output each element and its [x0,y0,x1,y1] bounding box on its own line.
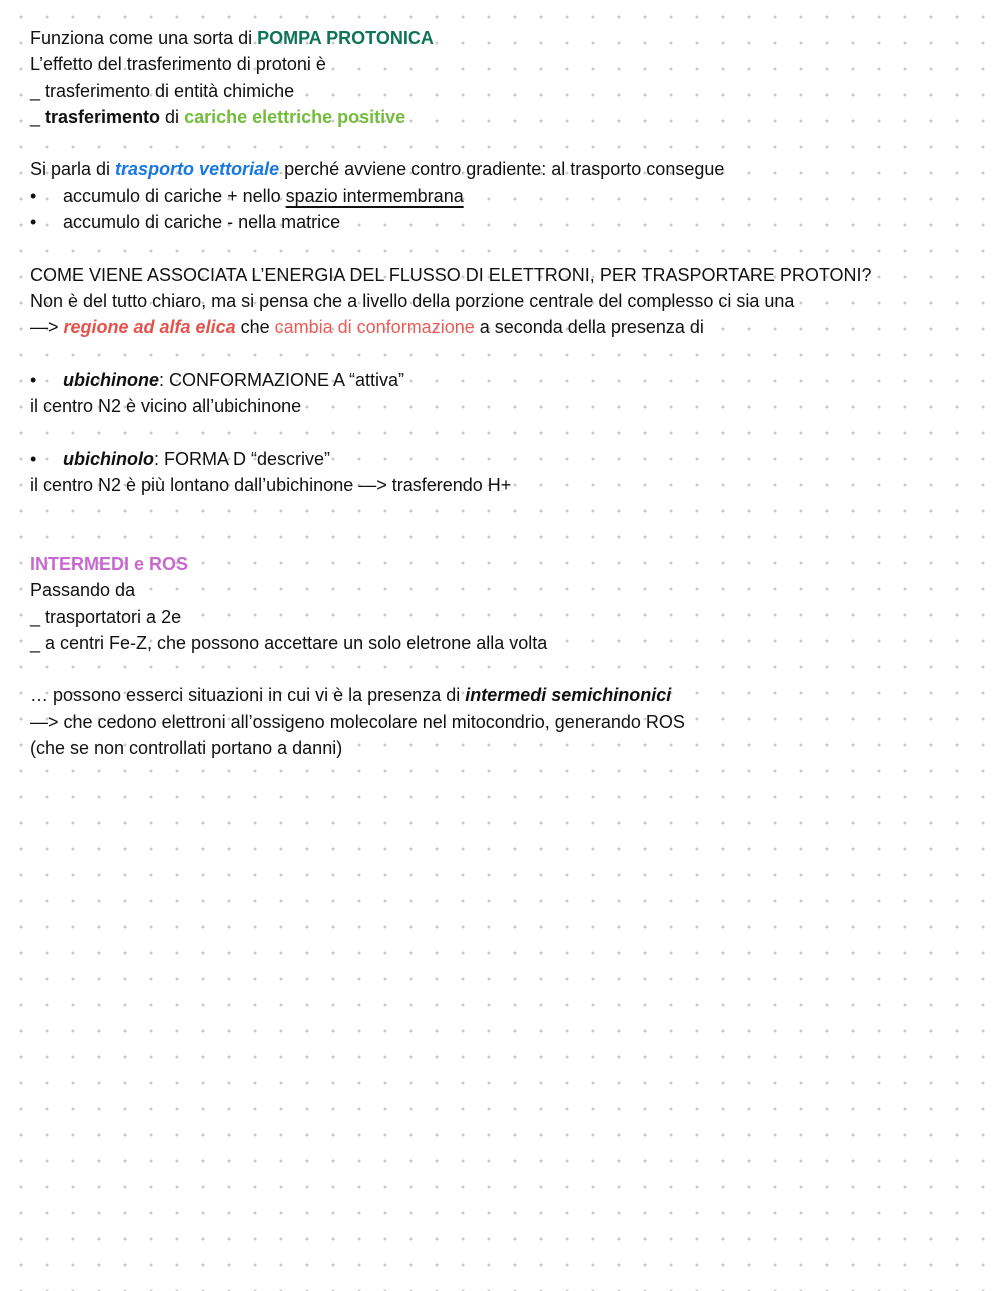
spacer [30,341,980,367]
line-entita-chimiche: _ trasferimento di entità chimiche [30,80,295,101]
text: accumulo di cariche - nella matrice [63,212,341,233]
text: _ [30,106,46,127]
spacer [30,656,980,682]
bold-intermedi-semichinonici: intermedi semichinonici [465,685,672,706]
bold-ubichinolo: ubichinolo [63,448,154,469]
text: di [160,106,185,127]
bold-ubichinone: ubichinone [63,369,159,390]
highlight-cariche-positive: cariche elettriche positive [184,106,406,127]
text: perché avviene contro gradiente: al trasporto consegue [279,159,725,180]
text: : FORMA D “descrive” [153,448,331,469]
underlined-spazio-intermembrana: spazio intermembrana [285,185,464,206]
highlight-pompa-protonica: POMPA PROTONICA [257,28,434,48]
text: Si parla di [30,159,116,180]
highlight-cambia-conformazione: cambia di conformazione [274,317,475,338]
line-alfa-elica [30,314,980,340]
bullet-dot: • [30,212,37,233]
line-cariche-positive [30,104,980,130]
text: Funziona come una sorta di [30,28,258,48]
line-trasportatori: _ trasportatori a 2e [30,606,182,627]
line-pompa-protonica [30,25,980,51]
line-danni: (che se non controllati portano a danni) [30,738,343,759]
line-ros: —> che cedono elettroni all’ossigeno molecolare nel mitocondrio, generando ROS [30,711,685,732]
line-question: COME VIENE ASSOCIATA L’ENERGIA DEL FLUSSO DI ELETTRONI, PER TRASPORTARE PROTONI? [30,264,872,285]
line-intermedi-semichinonici [30,682,980,708]
bullet-spazio-intermembrana [30,183,980,209]
spacer [30,235,980,261]
bullet-ubichinone [30,367,980,393]
text: —> [30,317,64,338]
bullet-dot: • [30,369,37,390]
spacer [30,498,980,551]
text: … possono esserci situazioni in cui vi è la presenza di [30,685,466,706]
bullet-dot: • [30,448,37,469]
text: : CONFORMAZIONE A “attiva” [159,369,405,390]
spacer [30,419,980,445]
line-non-chiaro: Non è del tutto chiaro, ma si pensa che a livello della porzione centrale del complesso ci sia una [30,290,795,311]
text: che [235,317,275,338]
line-n2-vicino: il centro N2 è vicino all’ubichinone [30,396,302,417]
note-content [30,25,980,761]
highlight-trasporto-vettoriale: trasporto vettoriale [115,159,280,180]
line-passando-da: Passando da [30,580,136,601]
line-effetto: L’effetto del trasferimento di protoni è [30,54,326,75]
bullet-dot: • [30,185,37,206]
line-n2-lontano: il centro N2 è più lontano dall’ubichinone —> trasferendo H+ [30,475,512,496]
bold-trasferimento: trasferimento [45,106,161,127]
text: a seconda della presenza di [474,317,704,338]
highlight-regione-alfa-elica: regione ad alfa elica [63,317,236,338]
bullet-ubichinolo [30,446,980,472]
spacer [30,130,980,156]
line-trasporto-vettoriale [30,156,980,182]
line-centri-fe-z: _ a centri Fe-Z, che possono accettare un solo eletrone alla volta [30,632,548,653]
text: accumulo di cariche + nello [63,185,286,206]
bullet-matrice [30,209,980,235]
heading-intermedi-ros: INTERMEDI e ROS [30,553,189,574]
